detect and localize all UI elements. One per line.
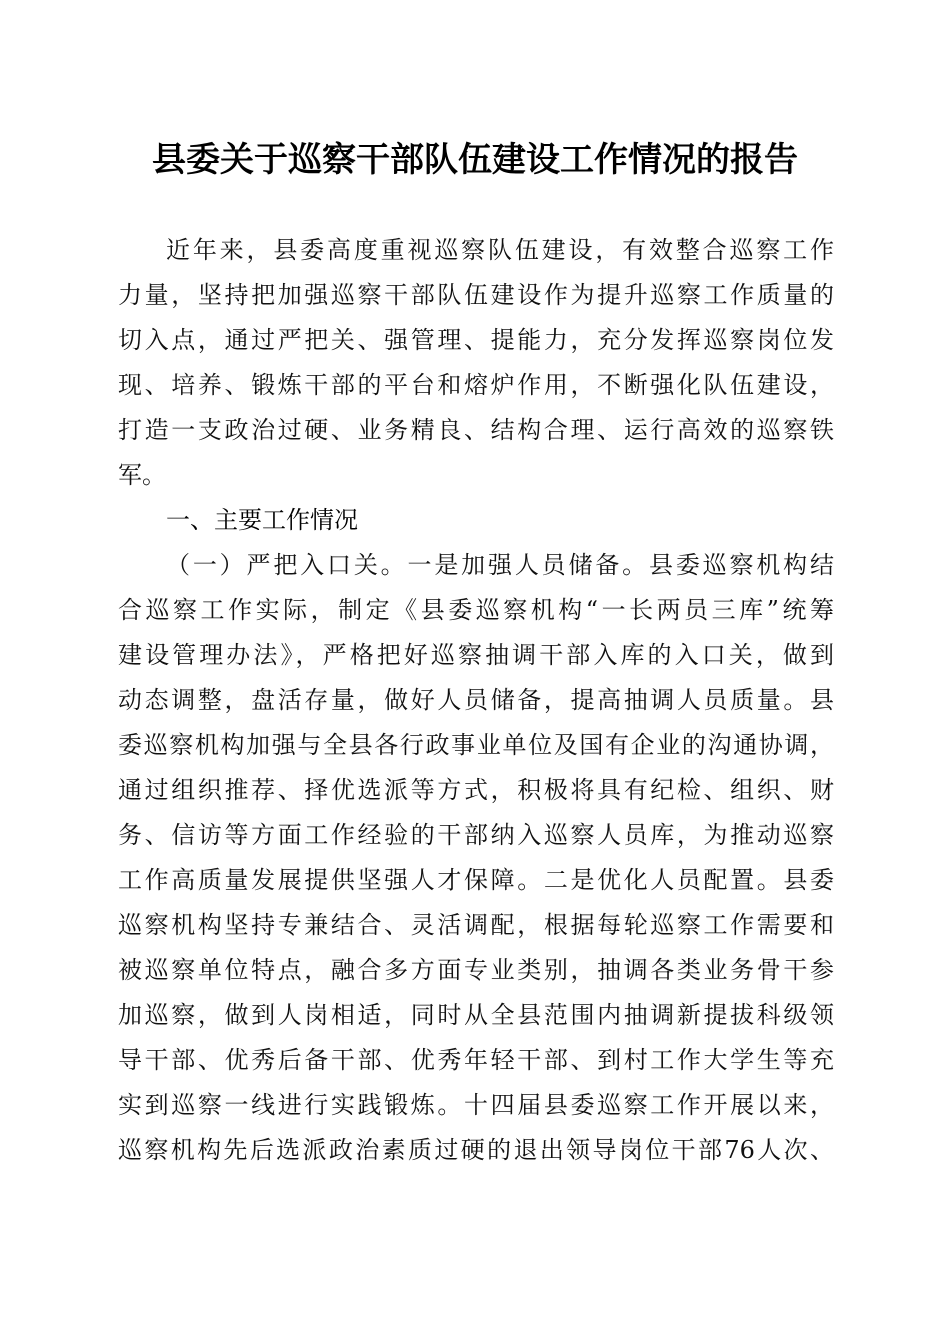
section-heading: 一、主要工作情况	[166, 506, 358, 534]
section-heading-wrap	[118, 498, 834, 544]
section-paragraph	[118, 543, 834, 1183]
section-line: 动态调整，盘活存量，做好人员储备，提高抽调人员质量。县	[118, 686, 834, 714]
intro-line: 切入点，通过严把关、强管理、提能力，充分发挥巡察岗位发	[118, 326, 834, 354]
section-line: 被巡察单位特点，融合多方面专业类别，抽调各类业务骨干参	[118, 956, 834, 984]
intro-line: 现、培养、锻炼干部的平台和熔炉作用，不断强化队伍建设，	[118, 371, 834, 399]
section-line: 建设管理办法》，严格把好巡察抽调干部入库的入口关，做到	[118, 641, 834, 669]
section-line: 工作高质量发展提供坚强人才保障。二是优化人员配置。县委	[118, 866, 834, 894]
intro-line: 军。	[118, 461, 166, 489]
section-line: 通过组织推荐、择优选派等方式，积极将具有纪检、组织、财	[118, 776, 834, 804]
intro-line: 打造一支政治过硬、业务精良、结构合理、运行高效的巡察铁	[118, 416, 834, 444]
section-line: 巡察机构坚持专兼结合、灵活调配，根据每轮巡察工作需要和	[118, 911, 834, 939]
section-line: （一）严把入口关。一是加强人员储备。县委巡察机构结	[166, 551, 834, 579]
section-line: 委巡察机构加强与全县各行政事业单位及国有企业的沟通协调，	[118, 731, 834, 759]
section-line: 导干部、优秀后备干部、优秀年轻干部、到村工作大学生等充	[118, 1046, 834, 1074]
section-line: 合巡察工作实际，制定《县委巡察机构“一长两员三库”统筹	[118, 596, 834, 624]
intro-paragraph	[118, 228, 834, 498]
section-line: 巡察机构先后选派政治素质过硬的退出领导岗位干部76人次、	[118, 1136, 834, 1164]
intro-line: 近年来，县委高度重视巡察队伍建设，有效整合巡察工作	[166, 236, 834, 264]
document-title: 县委关于巡察干部队伍建设工作情况的报告	[152, 140, 798, 180]
section-line: 加巡察，做到人岗相适，同时从全县范围内抽调新提拔科级领	[118, 1001, 834, 1029]
section-line: 务、信访等方面工作经验的干部纳入巡察人员库，为推动巡察	[118, 821, 834, 849]
intro-line: 力量，坚持把加强巡察干部队伍建设作为提升巡察工作质量的	[118, 281, 834, 309]
section-line: 实到巡察一线进行实践锻炼。十四届县委巡察工作开展以来，	[118, 1091, 834, 1119]
